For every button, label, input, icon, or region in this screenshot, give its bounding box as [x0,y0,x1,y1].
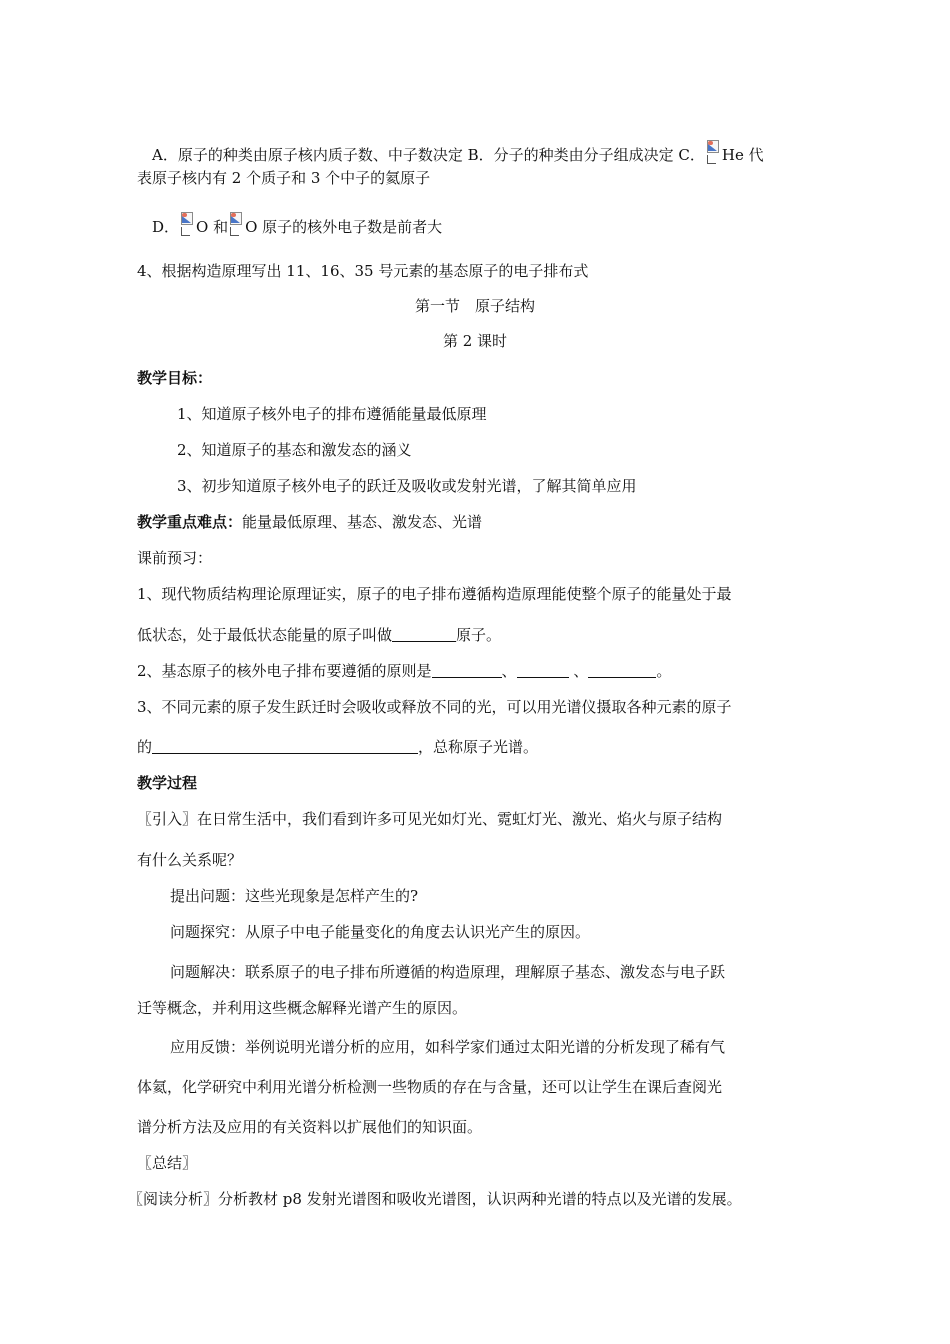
feedback-line3: 谱分析方法及应用的有关资料以扩展他们的知识面。 [137,1118,483,1136]
lesson-number: 第 2 课时 [442,332,508,350]
separator: 、 [501,662,517,680]
q3-option-d [152,212,442,237]
keypoints-line [137,512,482,532]
preview-item-2 [137,661,671,681]
q3-he-text: He 代 [721,146,764,164]
solve-line1: 问题解决：联系原子的电子排布所遵循的构造原理，理解原子基态、激发态与电子跃 [170,963,726,981]
broken-image-icon [181,212,195,236]
keypoints-heading: 教学重点难点： [137,513,243,531]
preview-item-3-line1: 3、不同元素的原子发生跃迁时会吸收或释放不同的光，可以用光谱仪摄取各种元素的原子 [137,698,732,716]
preview-item-3-text: 的 [137,738,153,756]
question-4: 4、根据构造原理写出 11、16、35 号元素的基态原子的电子排布式 [137,262,589,280]
preview-heading: 课前预习： [137,549,213,567]
goals-heading: 教学目标： [137,369,213,387]
summary-label: 〖总结〗 [137,1154,198,1172]
q3-option-a-b-c-text: A．原子的种类由原子核内质子数、中子数决定 B．分子的种类由分子组成决定 C． [152,146,705,164]
preview-item-1-line1: 1、现代物质结构理论原理证实，原子的电子排布遵循构造原理能使整个原子的能量处于最 [137,585,732,603]
intro-line2: 有什么关系呢？ [137,851,243,869]
broken-image-icon [230,212,244,236]
preview-item-1-text: 低状态，处于最低状态能量的原子叫做 [137,626,393,644]
feedback-line1: 应用反馈：举例说明光谱分析的应用，如科学家们通过太阳光谱的分析发现了稀有气 [170,1038,726,1056]
feedback-line2: 体氦，化学研究中利用光谱分析检测一些物质的存在与含量，还可以让学生在课后查阅光 [137,1078,723,1096]
separator: 、 [568,662,589,680]
section-title: 第一节 原子结构 [414,297,535,315]
fill-in-blank [517,663,569,678]
preview-item-1-line2 [137,625,501,645]
q3-d-o1: O 和 [196,218,229,236]
keypoints-text: 能量最低原理、基态、激发态、光谱 [242,513,483,531]
process-heading: 教学过程 [137,774,198,792]
intro-line1: 〖引入〗在日常生活中，我们看到许多可见光如灯光、霓虹灯光、激光、焰火与原子结构 [137,810,723,828]
q3-options-line2: 表原子核内有 2 个质子和 3 个中子的氦原子 [137,169,431,187]
fill-in-blank [432,663,502,678]
goal-item-2: 2、知道原子的基态和激发态的涵义 [177,441,412,459]
preview-item-3-line2 [137,737,538,757]
preview-item-2-text: 2、基态原子的核外电子排布要遵循的原则是 [137,662,432,680]
solve-line2: 迁等概念，并利用这些概念解释光谱产生的原因。 [137,999,468,1017]
broken-image-icon [707,140,721,164]
fill-in-blank [152,739,418,754]
preview-item-1-end: 原子。 [456,626,502,644]
goal-item-1: 1、知道原子核外电子的排布遵循能量最低原理 [177,405,487,423]
preview-item-3-end: ，总称原子光谱。 [418,738,539,756]
q3-d-prefix: D． [152,218,180,236]
fill-in-blank [392,627,456,642]
q3-options-line1 [152,140,764,165]
explore-line: 问题探究：从原子中电子能量变化的角度去认识光产生的原因。 [170,923,591,941]
reading-line: 〖阅读分析〗分析教材 p8 发射光谱图和吸收光谱图，认识两种光谱的特点以及光谱的发展。 [128,1190,742,1208]
q3-d-o2: O 原子的核外电子数是前者大 [245,218,443,236]
goal-item-3: 3、初步知道原子核外电子的跃迁及吸收或发射光谱，了解其简单应用 [177,477,637,495]
question-line: 提出问题：这些光现象是怎样产生的? [170,887,419,905]
fill-in-blank [588,663,656,678]
period: 。 [656,662,672,680]
